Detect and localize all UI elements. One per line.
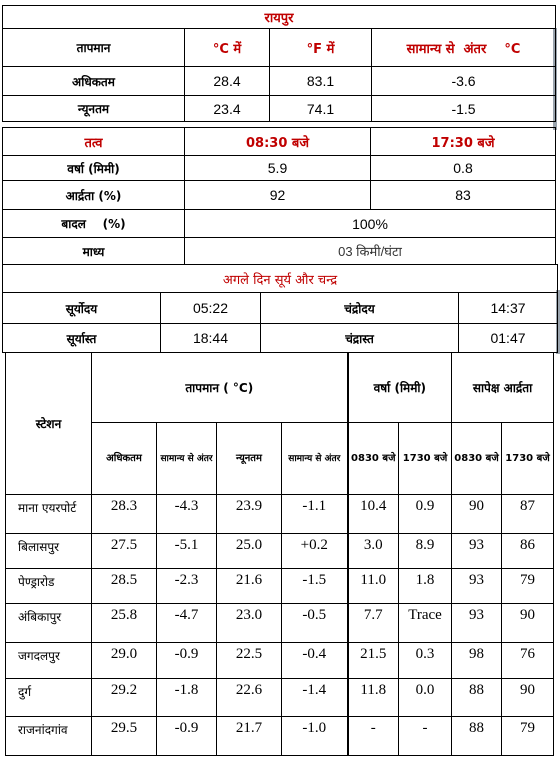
station-rh-0830: 93 [452,534,502,569]
station-rain-0830: 11.0 [348,569,399,604]
moonrise-label: चंद्रोदय [261,293,459,324]
sub-min: न्यूनतम [217,423,282,495]
moonset-value: 01:47 [459,324,558,353]
row-min-label: न्यूनतम [3,96,185,122]
header-celsius: °C में [185,29,270,67]
station-rain-1730: Trace [399,604,452,643]
station-min: 25.0 [217,534,282,569]
station-rh-0830: 90 [452,495,502,534]
station-name: दुर्ग [6,679,92,717]
max-diff: -3.6 [372,67,556,96]
station-max: 27.5 [92,534,157,569]
max-c: 28.4 [185,67,270,96]
station-rh-0830: 93 [452,604,502,643]
table-row [6,679,554,717]
sub-max: अधिकतम [92,423,157,495]
station-rain-0830: - [348,717,399,756]
table-row [6,717,554,756]
station-rh-1730: 76 [502,643,554,679]
sub-rain-0830: 0830 बजे [348,423,399,495]
table-row [6,534,554,569]
max-f: 83.1 [270,67,372,96]
station-name: राजनांदगांव [6,717,92,756]
header-element: तत्व [3,128,185,156]
station-rain-1730: 0.3 [399,643,452,679]
station-rain-1730: 1.8 [399,569,452,604]
station-diff2: -1.5 [282,569,348,604]
station-rh-1730: 79 [502,569,554,604]
sub-diff1: सामान्य से अंतर [157,423,217,495]
elements-table [2,127,556,265]
station-max: 29.0 [92,643,157,679]
cloud-value: 100% [185,210,556,238]
station-rh-1730: 87 [502,495,554,534]
station-min: 21.6 [217,569,282,604]
station-diff1: -1.8 [157,679,217,717]
station-rh-0830: 93 [452,569,502,604]
station-diff1: -4.3 [157,495,217,534]
station-name: बिलासपुर [6,534,92,569]
header-diff: सामान्य से अंतर °C [372,29,556,67]
rainfall-label: वर्षा (मिमी) [3,156,185,181]
station-diff2: -0.4 [282,643,348,679]
sunrise-value: 05:22 [161,293,261,324]
station-name: पेण्ड्रारोड [6,569,92,604]
header-0830: 08:30 बजे [185,128,371,156]
station-max: 28.5 [92,569,157,604]
station-name: माना एयरपोर्ट [6,495,92,534]
station-min: 22.6 [217,679,282,717]
station-diff2: -1.0 [282,717,348,756]
sub-diff2: सामान्य से अंतर [282,423,348,495]
wind-value: 03 किमी/घंटा [185,238,556,265]
header-station-rain: वर्षा (मिमी) [348,353,452,423]
station-rh-0830: 88 [452,679,502,717]
sunmoon-title: अगले दिन सूर्य और चन्द्र [3,265,558,293]
station-name: जगदलपुर [6,643,92,679]
station-max: 29.5 [92,717,157,756]
station-diff2: -1.1 [282,495,348,534]
raipur-table [2,5,556,122]
sub-rain-1730: 1730 बजे [399,423,452,495]
sub-rh-0830: 0830 बजे [452,423,502,495]
station-rain-1730: 0.9 [399,495,452,534]
station-min: 21.7 [217,717,282,756]
station-max: 25.8 [92,604,157,643]
humidity-label: आर्द्रता (%) [3,181,185,210]
table-row [6,495,554,534]
station-max: 28.3 [92,495,157,534]
station-diff1: -2.3 [157,569,217,604]
station-rh-1730: 90 [502,604,554,643]
station-rain-1730: 8.9 [399,534,452,569]
station-rain-0830: 10.4 [348,495,399,534]
cloud-label: बादल (%) [3,210,185,238]
station-rain-0830: 21.5 [348,643,399,679]
moonset-label: चंद्रास्त [261,324,459,353]
station-diff2: +0.2 [282,534,348,569]
humidity-1730: 83 [371,181,556,210]
min-f: 74.1 [270,96,372,122]
header-fahrenheit: °F में [270,29,372,67]
station-rain-0830: 3.0 [348,534,399,569]
header-station-rh: सापेक्ष आर्द्रता [452,353,554,423]
station-min: 23.9 [217,495,282,534]
station-rh-0830: 88 [452,717,502,756]
table-row [6,604,554,643]
table-row [6,569,554,604]
station-name: अंबिकापुर [6,604,92,643]
sunset-label: सूर्यास्त [3,324,161,353]
sunset-value: 18:44 [161,324,261,353]
station-rain-1730: - [399,717,452,756]
station-diff1: -0.9 [157,643,217,679]
station-max: 29.2 [92,679,157,717]
station-diff1: -5.1 [157,534,217,569]
station-rain-0830: 11.8 [348,679,399,717]
station-rain-1730: 0.0 [399,679,452,717]
min-c: 23.4 [185,96,270,122]
sub-rh-1730: 1730 बजे [502,423,554,495]
wind-label: माध्य [3,238,185,265]
station-rh-1730: 79 [502,717,554,756]
row-max-label: अधिकतम [3,67,185,96]
min-diff: -1.5 [372,96,556,122]
moonrise-value: 14:37 [459,293,558,324]
station-rh-1730: 90 [502,679,554,717]
station-min: 23.0 [217,604,282,643]
station-diff2: -0.5 [282,604,348,643]
rainfall-0830: 5.9 [185,156,371,181]
station-min: 22.5 [217,643,282,679]
raipur-title: रायपुर [3,6,556,29]
sunmoon-table [2,264,558,353]
rainfall-1730: 0.8 [371,156,556,181]
station-diff2: -1.4 [282,679,348,717]
header-station: स्टेशन [6,353,92,495]
humidity-0830: 92 [185,181,371,210]
table-row [6,643,554,679]
header-station-temp: तापमान ( °C) [92,353,348,423]
sunrise-label: सूर्योदय [3,293,161,324]
station-rh-1730: 86 [502,534,554,569]
header-1730: 17:30 बजे [371,128,556,156]
station-diff1: -4.7 [157,604,217,643]
stations-table [5,352,554,756]
station-diff1: -0.9 [157,717,217,756]
header-temperature: तापमान [3,29,185,67]
station-rain-0830: 7.7 [348,604,399,643]
station-rh-0830: 98 [452,643,502,679]
